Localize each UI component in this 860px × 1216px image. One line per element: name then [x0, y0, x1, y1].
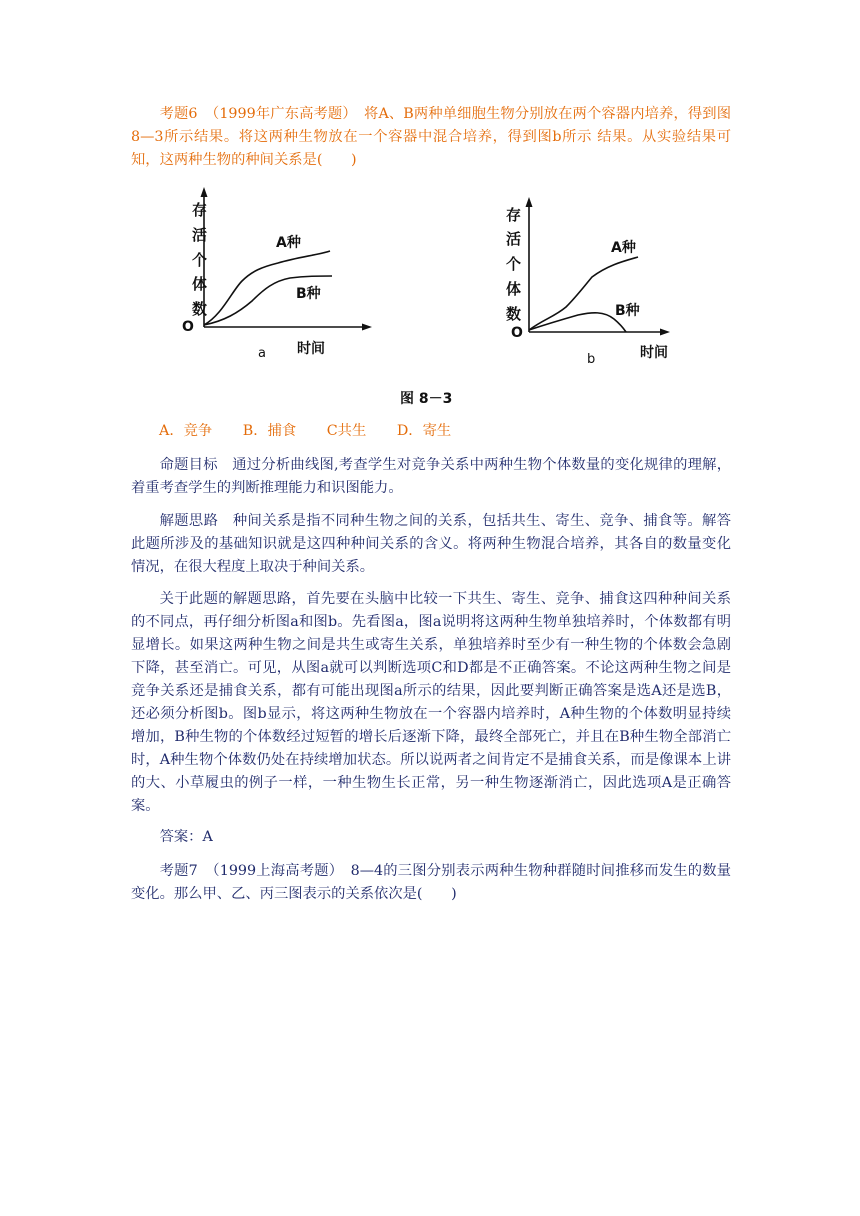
panel-a — [182, 187, 372, 361]
question-7-text: 考题7 （1999上海高考题） 8—4的三图分别表示两种生物种群随时间推移而发生的数量变化。那么甲、乙、丙三图表示的关系依次是( ) — [131, 863, 731, 902]
panel-b-ylabel-1: 存 — [506, 206, 522, 224]
panel-b-ylabel-3: 个 — [506, 255, 522, 273]
panel-b-ylabel-2: 活 — [506, 230, 522, 248]
panel-a-label: a — [258, 346, 266, 361]
panel-b-curve-b — [529, 313, 626, 332]
panel-a-ylabel-2: 活 — [192, 226, 208, 244]
figure-8-3-svg — [178, 185, 698, 410]
answer-line: 答案：A — [159, 829, 213, 845]
panel-b-label: b — [587, 352, 596, 367]
approach-paragraph: 解题思路 种间关系是指不同种生物之间的关系，包括共生、寄生、竞争、捕食等。解答此题所涉及的基础知识就是这四种种间关系的含义。将两种生物混合培养，其各自的数量变化情况，在很大程度上取决于种间关系。 — [131, 513, 731, 575]
panel-b-xlabel: 时间 — [640, 345, 668, 361]
figure-8-3 — [178, 185, 698, 410]
panel-b-ylabel-4: 体 — [506, 280, 522, 298]
panel-b-curve-a — [529, 257, 638, 330]
panel-a-xlabel: 时间 — [297, 341, 325, 357]
panel-a-ylabel-5: 数 — [192, 300, 208, 318]
panel-b-origin: O — [511, 325, 523, 341]
panel-a-curve-a-label: A种 — [276, 235, 301, 251]
panel-a-origin: O — [182, 319, 194, 335]
figure-caption: 图 8－3 — [400, 391, 453, 407]
option-d: D．寄生 — [396, 423, 452, 439]
panel-a-x-arrow — [362, 324, 372, 331]
panel-a-ylabel-1: 存 — [192, 201, 208, 219]
question-6-text: 考题6 （1999年广东高考题） 将A、B两种单细胞生物分别放在两个容器内培养，得到图8—3所示结果。将这两种生物放在一个容器中混合培养，得到图b所示 结果。从实验结果可知，这两种生物的种间关系是( ) — [131, 106, 731, 168]
panel-a-ylabel-3: 个 — [192, 251, 208, 269]
panel-b-y-arrow — [526, 197, 533, 207]
analysis-paragraph: 关于此题的解题思路，首先要在头脑中比较一下共生、寄生、竞争、捕食这四种种间关系的不同点，再仔细分析图a和图b。先看图a，图a说明将这两种生物单独培养时，个体数都有明显增长。如果这两种生物之间是共生或寄生关系，单独培养时至少有一种生物的个体数会急剧下降，甚至消亡。可见，从图a就可以判断选项C和D都是不正确答案。不论这两种生物之间是竞争关系还是捕食关系，都有可能出现图a所示的结果，因此要判断正确答案是选A还是选B，还必须分析图b。图b显示，将这两种生物放在一个容器内培养时，A种生物的个体数明显持续增加，B种生物的个体数经过短暂的增长后逐渐下降，最终全部死亡，并且在B种生物全部消亡时，A种生物个体数仍处在持续增加状态。所以说两者之间肯定不是捕食关系，而是像课本上讲的大、小草履虫的例子一样，一种生物生长正常，另一种生物逐渐消亡，因此选项A是正确答案。 — [131, 591, 731, 814]
answer-options — [159, 420, 451, 440]
panel-a-y-arrow — [201, 187, 208, 197]
panel-b-curve-a-label: A种 — [611, 240, 636, 256]
panel-b — [506, 197, 670, 367]
panel-a-curve-b-label: B种 — [296, 286, 321, 302]
goal-paragraph: 命题目标 通过分析曲线图,考查学生对竞争关系中两种生物个体数量的变化规律的理解，着重考查学生的判断推理能力和识图能力。 — [131, 457, 731, 496]
option-a: A．竞争 — [159, 423, 213, 439]
option-b: B．捕食 — [242, 423, 297, 439]
panel-b-ylabel-5: 数 — [506, 305, 522, 323]
option-c: C共生 — [326, 423, 367, 439]
panel-a-ylabel-4: 体 — [192, 275, 208, 293]
panel-b-curve-b-label: B种 — [615, 303, 640, 319]
panel-b-x-arrow — [660, 329, 670, 336]
